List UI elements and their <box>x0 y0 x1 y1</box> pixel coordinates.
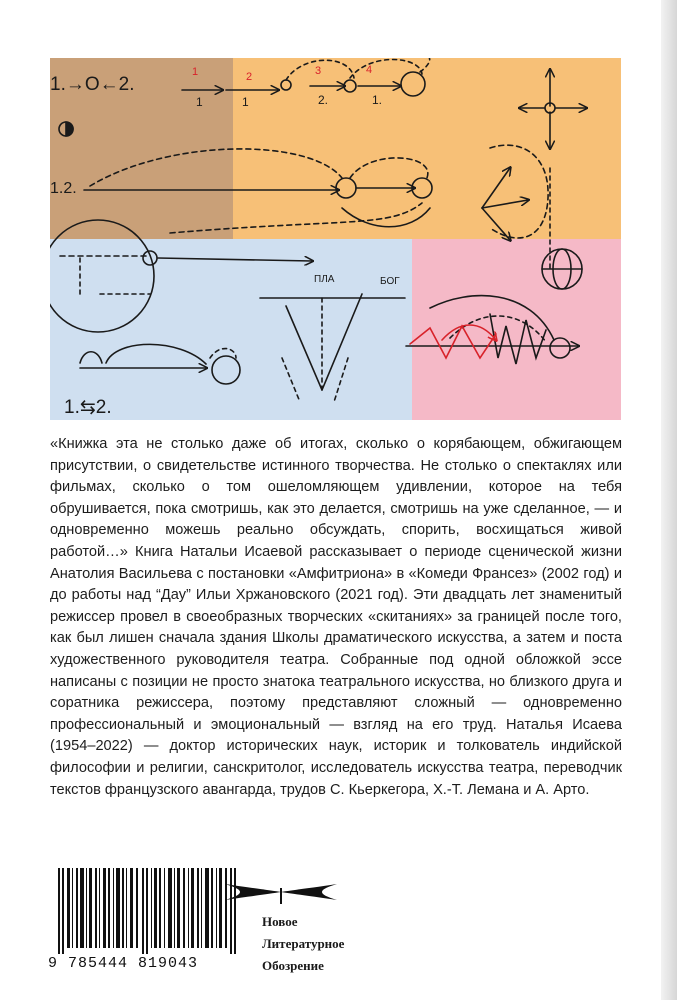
sketch-label-long-arrow: 1.2. <box>50 180 77 197</box>
publisher-name-line-3: Обозрение <box>262 958 324 973</box>
sketch-label-peak-left: ПЛА <box>314 274 335 285</box>
sketch-label-bottom-formula: 1.⇆2. <box>64 397 112 418</box>
sketch-label-one-b: 1 <box>242 95 249 109</box>
cover-edge <box>661 0 677 1000</box>
sketch-label-red-four: 4 <box>366 64 373 76</box>
sketch-label-two: 2. <box>318 93 329 107</box>
publisher-name <box>262 911 382 977</box>
sketch-label-red-three: 3 <box>315 65 322 77</box>
isbn-number: 9 785444 819043 <box>48 955 199 972</box>
sketch-drawing <box>50 58 621 420</box>
sketch-label-red-two: 2 <box>246 71 253 83</box>
publisher-name-line-2: Литературное <box>262 936 345 951</box>
isbn-barcode <box>58 868 238 954</box>
sketch-label-top-formula: 1.→O←2. <box>50 74 135 95</box>
sketch-label-one-a: 1 <box>196 95 203 109</box>
publisher-logo-mark <box>225 880 337 904</box>
publisher-name-line-1: Новое <box>262 914 298 929</box>
sketch-label-peak-right: БОГ <box>380 276 400 287</box>
sketch-label-num-one: 1. <box>372 93 383 107</box>
blurb-text: «Книжка эта не столько даже об итогах, сколько о корябающем, обжигающем присутствии, о свидетельстве истинного творчества. Не столько о спектаклях или фильмах, сколько о том ошеломляющем удивлении, которое на тебя обрушивается, пока смотришь, как это делается, смотришь на уже сделанное, — и одновременно можешь реально обсуждать, спорить, восхищаться живой работой…» Книга Натальи Исаевой рассказывает о периоде сценической жизни Анатолия Васильева с постановки «Амфитриона» в «Комеди Франсез» (2002 год) и до работы над “Дау” Ильи Хржановского (2021 год). Эти двадцать лет знаменитый режиссер провел в своеобразных творческих «скитаниях» за границей после того, как был лишен сначала здания Школы драматического искусства, а затем и поста художественного руководителя театра. Собранные под одной обложкой эссе написаны с позиции не просто знатока театрального искусства, но близкого друга и соратника режиссера, поэтому представляют сложный — одновременно профессиональный и эмоциональный — взгляд на его труд. Наталья Исаева (1954–2022) — доктор исторических наук, историк и толкователь индийской философии и религии, санскритолог, исследователь искусства театра, переводчик текстов французского авангарда, трудов С. Кьеркегора, Х.-Т. Лемана и А. Арто. <box>50 436 622 798</box>
sketch-label-red-one: 1 <box>192 66 199 78</box>
sketch-artwork <box>50 58 621 420</box>
